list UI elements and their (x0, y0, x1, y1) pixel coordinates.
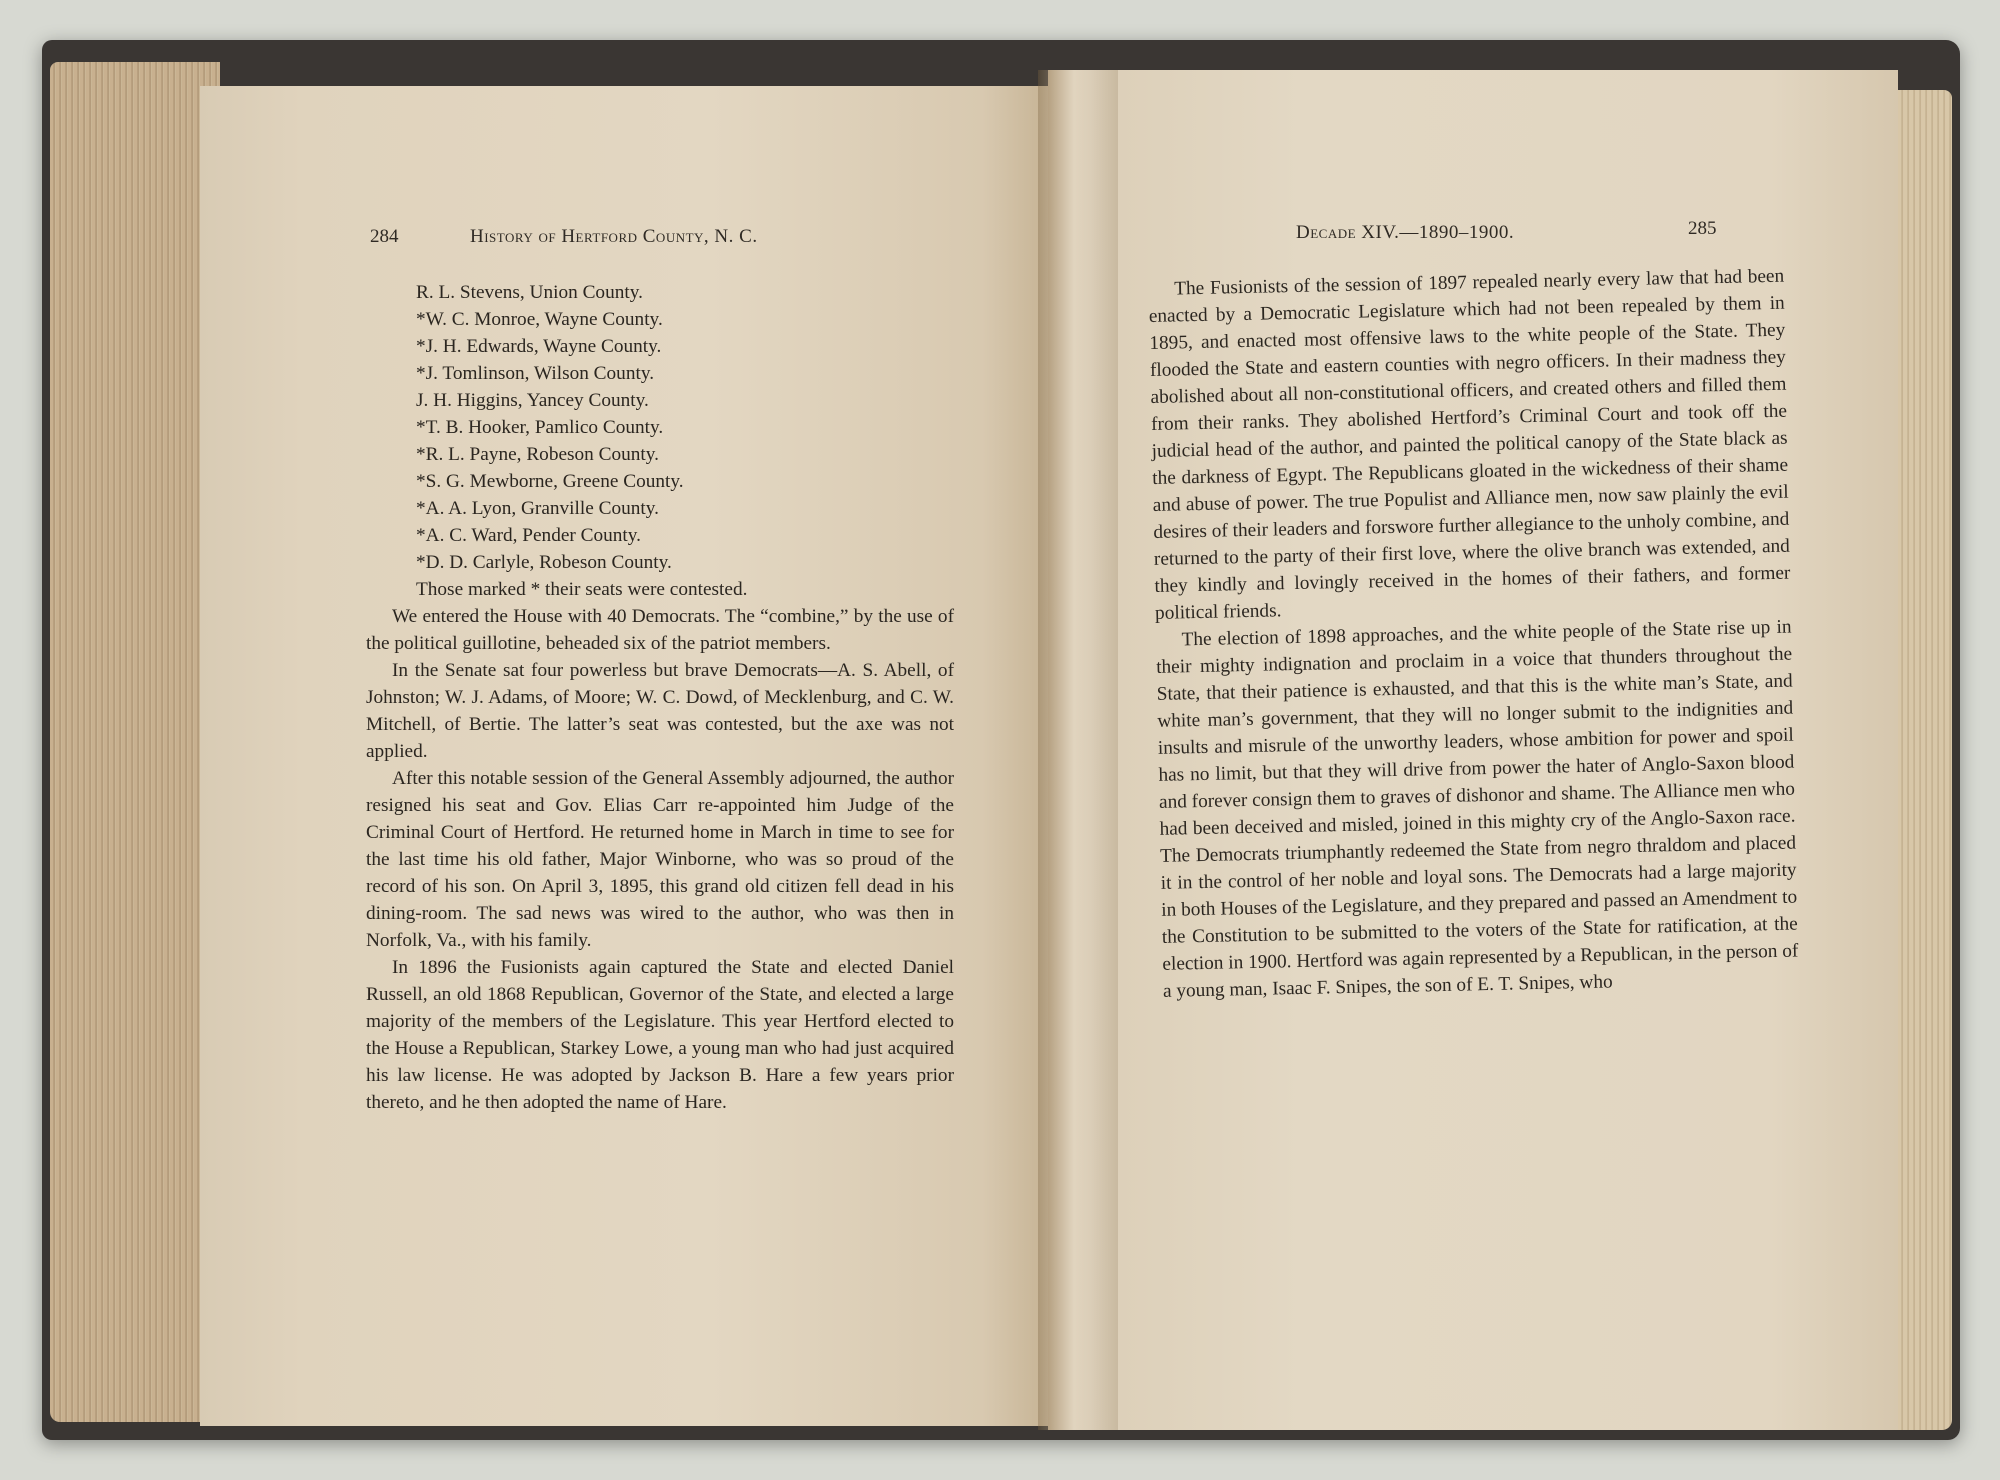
roster-item: J. H. Higgins, Yancey County. (416, 390, 649, 411)
roster-item: *J. Tomlinson, Wilson County. (416, 363, 655, 384)
paragraph: After this notable session of the General Assembly adjourned, the author resigned his seat and Gov. Elias Carr re-appointed him Judge of the Criminal Court of Hertford. He returned home in March in time to see for the last time his old father, Major Winborne, who was so proud of the record of his son. On April 3, 1895, this grand old citizen fell dead in his dining-room. The sad news was wired to the author, who was then in Norfolk, Va., with his family. (366, 768, 954, 951)
paragraph: The Fusionists of the session of 1897 repealed nearly every law that had been enacted by a Democratic Legislature which had not been repealed by them in 1895, and enacted most offensive laws to the white people of the State. They flooded the State and eastern counties with negro officers. In their madness they abolished about all non-constitutional officers, and created others and filled them from their ranks. They abolished Hertford’s Criminal Court and took off the judicial head of the author, and painted the political canopy of the State black as the darkness of Egypt. The Republicans gloated in the wickedness of their shame and abuse of power. The true Populist and Alliance men, now saw plainly the evil desires of their leaders and forswore further allegiance to the unholy combine, and returned to the party of their first love, where the olive branch was extended, and they kindly and lovingly received in the homes of their fathers, and former political friends. (1148, 265, 1791, 624)
paragraph: We entered the House with 40 Democrats. The “combine,” by the use of the political guillotine, beheaded six of the patriot members. (366, 606, 954, 654)
left-text-block (366, 279, 954, 1116)
roster-note: Those marked * their seats were contested. (416, 579, 748, 600)
roster-item: *R. L. Payne, Robeson County. (416, 444, 659, 465)
left-running-head: History of Hertford County, N. C. (470, 226, 758, 247)
right-text-block (1148, 263, 1799, 1005)
left-page-number: 284 (370, 226, 399, 247)
paragraph: In 1896 the Fusionists again captured the State and elected Daniel Russell, an old 1868 Republican, Governor of the State, and elected a large majority of the members of the Legislature. This year Hertford elected to the House a Republican, Starkey Lowe, a young man who had just acquired his law license. He was adopted by Jackson B. Hare a few years prior thereto, and he then adopted the name of Hare. (366, 957, 954, 1113)
paragraph: In the Senate sat four powerless but brave Democrats—A. S. Abell, of Johnston; W. J. Adams, of Moore; W. C. Dowd, of Mecklenburg, and C. W. Mitchell, of Bertie. The latter’s seat was contested, but the axe was not applied. (366, 660, 954, 762)
roster-item: R. L. Stevens, Union County. (416, 282, 643, 303)
page-edges-left (50, 62, 220, 1422)
roster-item: *T. B. Hooker, Pamlico County. (416, 417, 664, 438)
left-page (200, 86, 1050, 1426)
roster-item: *A. C. Ward, Pender County. (416, 525, 641, 546)
roster-item: *S. G. Mewborne, Greene County. (416, 471, 684, 492)
right-page (1048, 70, 1898, 1430)
roster-item: *D. D. Carlyle, Robeson County. (416, 552, 672, 573)
roster-item: *J. H. Edwards, Wayne County. (416, 336, 662, 357)
paragraph: The election of 1898 approaches, and the white people of the State rise up in their mighty indignation and proclaim in a voice that thunders throughout the State, that their patience is exhausted, and that this is the white man’s State, and white man’s government, that they will no longer submit to the indignities and insults and misrule of the unworthy leaders, whose ambition for power and spoil has no limit, but that they will drive from power the hater of Anglo-Saxon blood and forever consign them to graves of dishonor and shame. The Alliance men who had been deceived and misled, joined in this mighty cry of the Anglo-Saxon race. The Democrats triumphantly redeemed the State from negro thraldom and placed it in the control of her noble and loyal sons. The Democrats had a large majority in both Houses of the Legislature, and they prepared and passed an Amendment to the Constitution to be submitted to the voters of the State for ratification, at the election in 1900. Hertford was again represented by a Republican, in the person of a young man, Isaac F. Snipes, the son of E. T. Snipes, who (1155, 616, 1799, 1002)
book-gutter (1038, 70, 1118, 1430)
right-running-head: Decade XIV.—1890–1900. (1296, 222, 1515, 243)
roster-list (366, 279, 954, 603)
roster-item: *W. C. Monroe, Wayne County. (416, 309, 663, 330)
right-page-number: 285 (1688, 218, 1717, 239)
roster-item: *A. A. Lyon, Granville County. (416, 498, 659, 519)
